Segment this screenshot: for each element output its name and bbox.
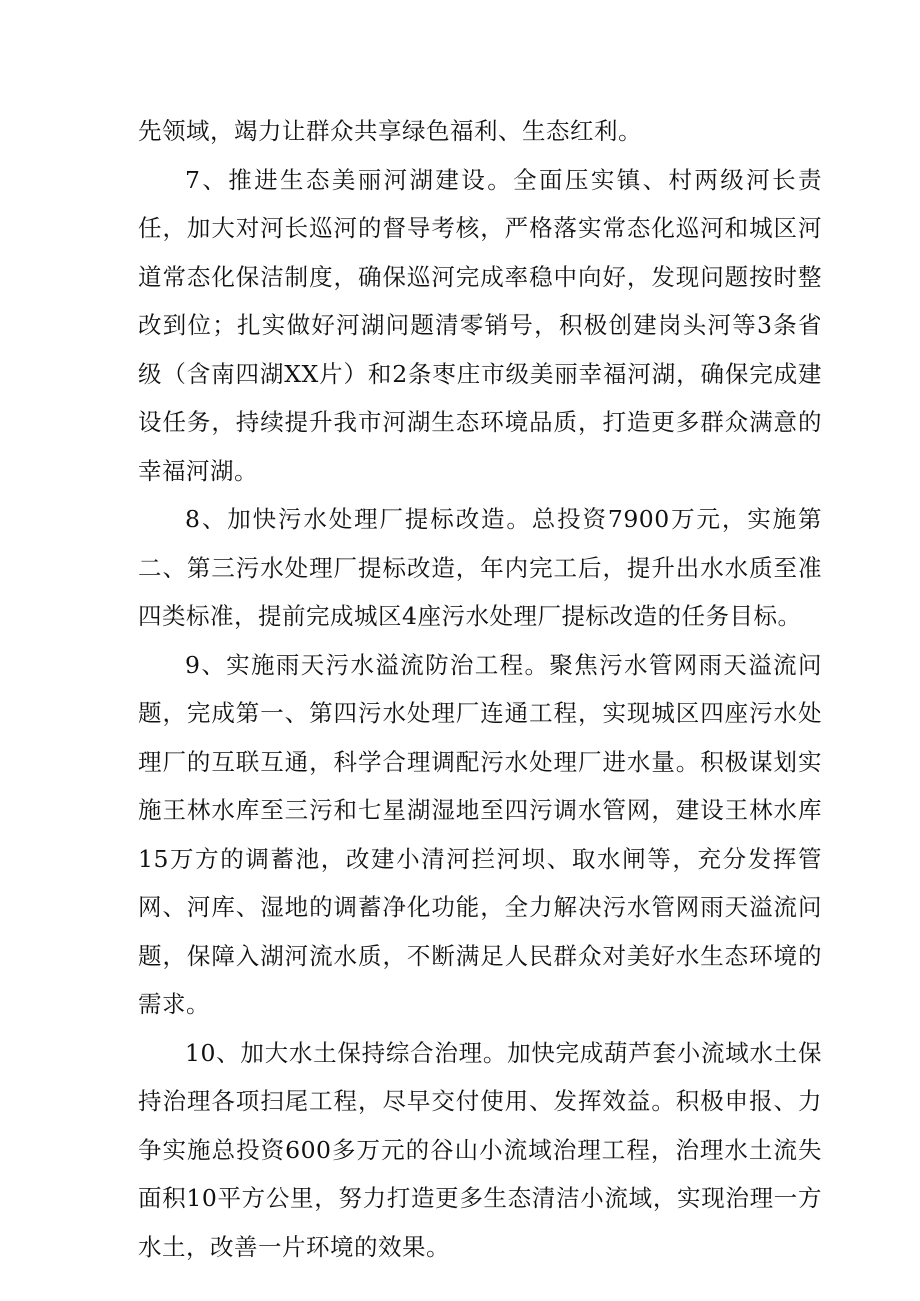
paragraph-item-9: 9、实施雨天污水溢流防治工程。聚焦污水管网雨天溢流问题，完成第一、第四污水处理厂连通工程，实现城区四座污水处理厂的互联互通，科学合理调配污水处理厂进水量。积极谋划实施王林水库至三污和七星湖湿地至四污调水管网，建设王林水库15万方的调蓄池，改建小清河拦河坝、取水闸等，充分发挥管网、河库、湿地的调蓄净化功能，全力解决污水管网雨天溢流问题，保障入湖河流水质，不断满足人民群众对美好水生态环境的需求。 — [138, 650, 822, 1018]
paragraph-item-8: 8、加快污水处理厂提标改造。总投资7900万元，实施第二、第三污水处理厂提标改造，年内完工后，提升出水水质至准四类标准，提前完成城区4座污水处理厂提标改造的任务目标。 — [138, 505, 822, 630]
document-body — [138, 107, 822, 1271]
paragraph-item-10: 10、加大水土保持综合治理。加快完成葫芦套小流域水土保持治理各项扫尾工程，尽早交付使用、发挥效益。积极申报、力争实施总投资600多万元的谷山小流域治理工程，治理水土流失面积10平方公里，努力打造更多生态清洁小流域，实现治理一方水土，改善一片环境的效果。 — [138, 1038, 822, 1261]
paragraph-continuation: 先领域，竭力让群众共享绿色福利、生态红利。 — [138, 117, 642, 145]
paragraph-item-7: 7、推进生态美丽河湖建设。全面压实镇、村两级河长责任，加大对河长巡河的督导考核，严格落实常态化巡河和城区河道常态化保洁制度，确保巡河完成率稳中向好，发现问题按时整改到位；扎实做好河湖问题清零销号，积极创建岗头河等3条省级（含南四湖XX片）和2条枣庄市级美丽幸福河湖，确保完成建设任务，持续提升我市河湖生态环境品质，打造更多群众满意的幸福河湖。 — [138, 165, 822, 485]
